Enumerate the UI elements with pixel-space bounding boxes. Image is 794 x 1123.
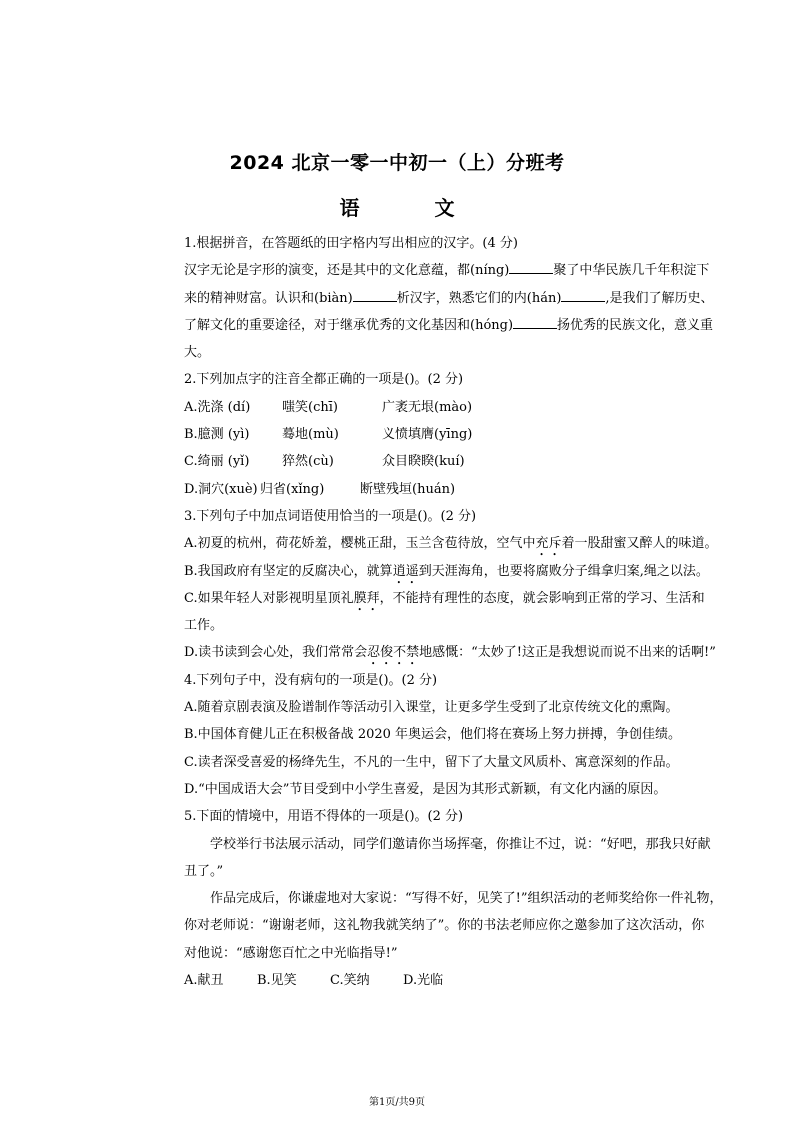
q4-option-d: D.“中国成语大会”节目受到中小学生喜爱，是因为其形式新颖，有文化内涵的原因。	[184, 781, 667, 797]
q2-option-a: A.洗涤 (dí) 嗤笑(chī) 广袤无垠(mào)	[184, 399, 473, 415]
dotted-word: 充斥	[535, 536, 562, 552]
q3-option-b: B.我国政府有坚定的反腐决心，就算逍遥到天涯海角，也要将腐败分子缉拿归案,绳之以法。	[184, 563, 709, 579]
q3-stem: 3.下列句子中加点词语使用恰当的一项是()。(2 分)	[184, 508, 477, 524]
q5-choices	[184, 967, 764, 994]
q5-passage-line: 作品完成后，你谦虚地对大家说：“写得不好，见笑了!”组织活动的老师奖给你一件礼物，	[210, 891, 723, 907]
q3-option-d: D.读书读到会心处，我们常常会忍俊不禁地感慨：“太妙了!这正是我想说而说不出来的话啊!”	[184, 645, 716, 661]
choice-d: D.光临	[403, 973, 444, 989]
dotted-word: 忍俊不禁	[367, 645, 420, 661]
exam-title: 2024 北京一零一中初一（上）分班考	[229, 152, 565, 174]
q3-option-c-cont: 工作。	[184, 618, 224, 634]
q1-passage-line: 大。	[184, 345, 211, 361]
q4-option-c: C.读者深受喜爱的杨绛先生，不凡的一生中，留下了大量文风质朴、寓意深刻的作品。	[184, 754, 679, 770]
q5-passage-line: 对他说：“感谢您百忙之中光临指导!”	[184, 945, 398, 961]
q5-stem: 5.下面的情境中，用语不得体的一项是()。(2 分)	[184, 809, 464, 825]
q1-passage-line: 了解文化的重要途径，对于继承优秀的文化基因和(hóng) 扬优秀的民族文化，意义重	[184, 312, 764, 339]
q2-option-c: C.绮丽 (yǐ) 猝然(cù) 众目睽睽(kuí)	[184, 454, 465, 470]
choice-b: B.见笑	[257, 973, 297, 989]
q2-stem: 2.下列加点字的注音全都正确的一项是()。(2 分)	[184, 372, 464, 388]
page-number: 第1页/共9页	[368, 1097, 426, 1108]
q4-stem: 4.下列句子中，没有病句的一项是()。(2 分)	[184, 672, 438, 688]
answer-blank	[513, 314, 557, 329]
q3-option-a: A.初夏的杭州，荷花娇羞，樱桃正甜，玉兰含苞待放，空气中充斥着一股甜蜜又醉人的味道。	[184, 536, 718, 552]
question-content	[184, 230, 764, 994]
answer-blank	[561, 287, 605, 302]
q4-option-a: A.随着京剧表演及脸谱制作等活动引入课堂，让更多学生受到了北京传统文化的熏陶。	[184, 700, 679, 716]
q3-option-c: C.如果年轻人对影视明星顶礼膜拜，不能持有理性的态度，就会影响到正常的学习、生活和	[184, 590, 705, 606]
q5-passage-line: 你对老师说：“谢谢老师，这礼物我就笑纳了”。你的书法老师应你之邀参加了这次活动，你	[184, 918, 705, 934]
dotted-word: 逍遥	[392, 563, 419, 579]
answer-blank	[509, 259, 553, 274]
q2-option-d: D.洞穴(xuè) 归省(xǐng) 断壁残垣(huán)	[184, 481, 456, 497]
answer-blank	[353, 287, 397, 302]
q1-passage-line: 来的精神财富。认识和(biàn) 析汉字，熟悉它们的内(hán) ,是我们了解历史、	[184, 285, 764, 312]
q1-passage-line: 汉字无论是字形的演变，还是其中的文化意蕴，都(níng) 聚了中华民族几千年积淀下	[184, 257, 764, 284]
choice-a: A.献丑	[184, 973, 224, 989]
dotted-word: 膜拜	[353, 590, 380, 606]
q1-stem: 1.根据拼音，在答题纸的田字格内写出相应的汉字。(4 分)	[184, 236, 518, 251]
subject-title: 语 文	[339, 196, 489, 220]
q5-passage-line: 丑了。”	[184, 863, 224, 879]
q4-option-b: B.中国体育健儿正在积极备战 2020 年奥运会，他们将在赛场上努力拼搏，争创佳绩。	[184, 727, 682, 743]
choice-c: C.笑纳	[330, 973, 370, 989]
q2-option-b: B.臆测 (yì) 蓦地(mù) 义愤填膺(yīng)	[184, 427, 473, 443]
q5-passage-line: 学校举行书法展示活动，同学们邀请你当场挥毫，你推让不过，说：“好吧，那我只好献	[210, 836, 711, 852]
